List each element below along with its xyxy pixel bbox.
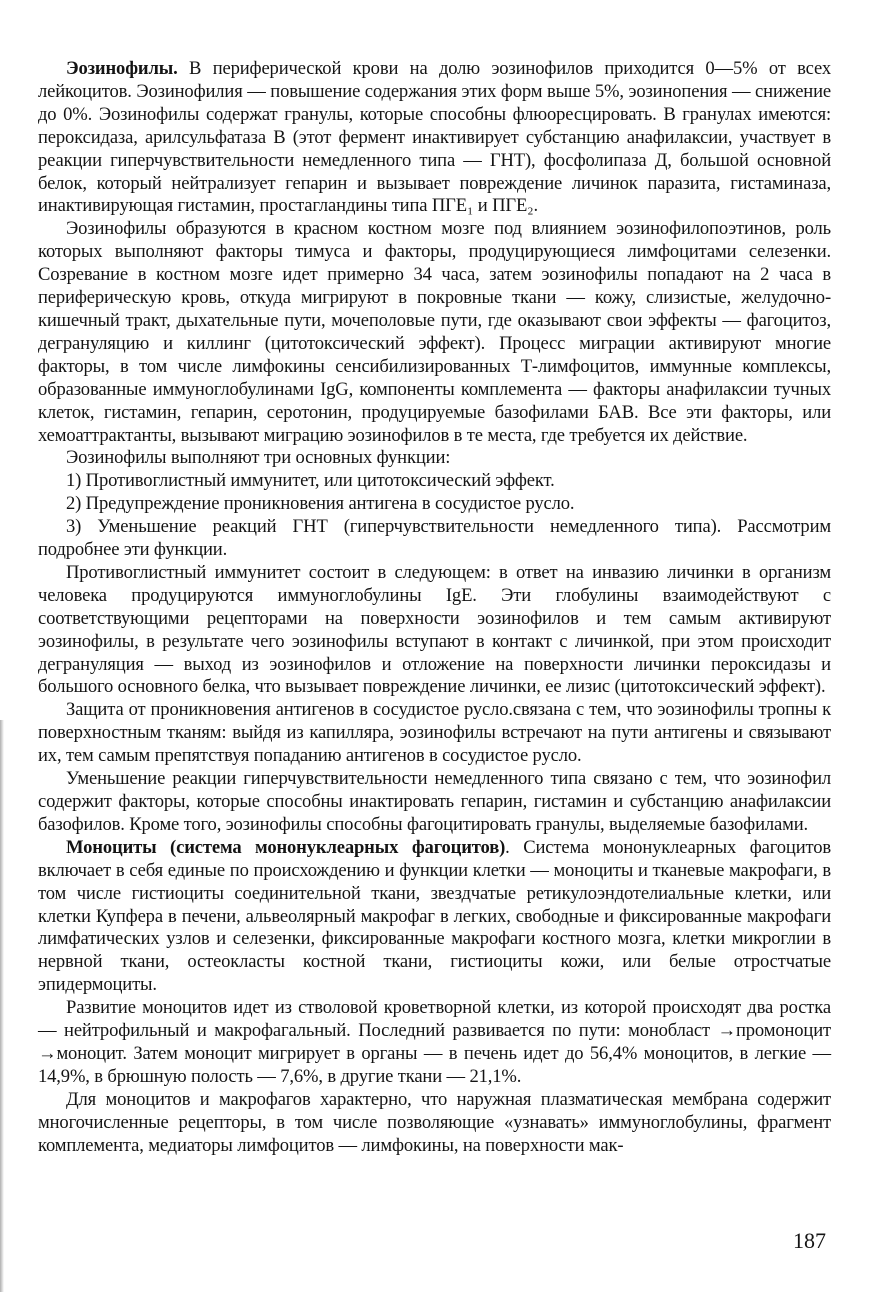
paragraph-text: Развитие моноцитов идет из стволовой кроветворной клетки, из которой происходят два ростка — нейтрофильный и макрофагальный. Последний развивается по пути: монобласт →промоноцит →моноцит. Затем моноцит мигрирует в органы — в печень идет до 56,4% моноцитов, в легкие — 14,9%, в брюшную полость — 7,6%, в другие ткани — 21,1%. [38,997,831,1087]
paragraph-text: Противоглистный иммунитет состоит в следующем: в ответ на инвазию личинки в организм человека продуцируются иммуноглобулины IgE. Эти глобулины взаимодействуют с соответствующими рецепторами на поверхности эозинофилов и тем самым активируют эозинофилы, в результате чего эозинофилы вступают в контакт с личинкой, при этом происходит дегрануляция — выход из эозинофилов и отложение на поверхности личинки пероксидазы и большого основного белка, что вызывает повреждение личинки, ее лизис (цитотоксический эффект). [38,561,831,698]
paragraph-monocytes-intro [38,837,831,997]
paragraph-antihelminth-immunity [38,562,831,699]
heading-monocytes: Моноциты (система мононуклеарных фагоцитов) [66,836,506,858]
paragraph-text: . Система мононуклеарных фагоцитов включает в себя единые по происхождению и функции клетки — моноциты и тканевые макрофаги, в том числе гистиоциты соединительной ткани, звездчатые ретикулоэндотелиальные клетки, или клетки Купфера в печени, альвеолярный макрофаг в легких, свободные и фиксированные макрофаги лимфатических узлов и селезенки, фиксированные макрофаги костного мозга, клетки микроглии в нервной ткани, остеокласты костной ткани, гистиоциты кожи, или белые отростчатые эпидермоциты. [38,836,831,996]
paragraph-text: 3) Уменьшение реакций ГНТ (гиперчувствительности немедленного типа). Рассмотрим подробнее эти функции. [38,516,831,561]
paragraph-text: Уменьшение реакции гиперчувствительности немедленного типа связано с тем, что эозинофил содержит факторы, которые способны инактировать гепарин, гистамин и субстанцию анафилаксии базофилов. Кроме того, эозинофилы способны фагоцитировать гранулы, выделяемые базофилами. [38,768,831,835]
paragraph-text: В периферической крови на долю эозинофилов приходится 0—5% от всех лейкоцитов. Эозинофилия — повышение содержания этих форм выше 5%, эозинопения — снижение до 0%. Эозинофилы содержат гранулы, которые способны флюоресцировать. В гранулах имеются: пероксидаза, арилсульфатаза В (этот фермент инактивирует субстанцию анафилаксии, участвует в реакции гиперчувствительности немедленного типа — ГНТ), фосфолипаза Д, большой основной белок, который нейтрализует гепарин и вызывает повреждение личинок паразита, гистаминаза, инактивирующая гистамин, простагландины типа ПГЕ₁ и ПГЕ₂. [38,58,831,217]
page-number: 187 [793,1228,826,1253]
scan-edge-shadow [0,720,4,1292]
paragraph-text: Защита от проникновения антигенов в сосудистое русло.связана с тем, что эозинофилы тропны к поверхностным тканям: выйдя из капилляра, эозинофилы встречают на пути антигены и связывают их, тем самым препятствуя попаданию антигенов в сосудистое русло. [38,699,831,767]
page-body [38,58,831,1158]
list-item-function-2 [38,493,831,516]
paragraph-text: Эозинофилы выполняют три основных функции: [66,447,451,469]
paragraph-text: 2) Предупреждение проникновения антигена в сосудистое русло. [66,493,575,515]
paragraph-eosinophil-formation [38,218,831,447]
paragraph-antigen-protection [38,699,831,768]
paragraph-text: 1) Противоглистный иммунитет, или цитотоксический эффект. [66,470,555,492]
paragraph-text: Эозинофилы образуются в красном костном мозге под влиянием эозинофилопоэтинов, роль которых выполняют факторы тимуса и факторы, продуцирующиеся лимфоцитами селезенки. Созревание в костном мозге идет примерно 34 часа, затем эозинофилы попадают на 2 часа в периферическую кровь, откуда мигрируют в покровные ткани — кожу, слизистые, желудочно-кишечный тракт, дыхательные пути, мочеполовые пути, где оказывают свои эффекты — фагоцитоз, дегрануляцию и киллинг (цитотоксический эффект). Процесс миграции активируют многие факторы, в том числе лимфокины сенсибилизированных Т-лимфоцитов, иммунные комплексы, образованные иммуноглобулинами IgG, компоненты комплемента — факторы анафилаксии тучных клеток, гистамин, гепарин, серотонин, продуцируемые базофилами БАВ. Все эти факторы, или хемоаттрактанты, вызывают миграцию эозинофилов в те места, где требуется их действие. [38,218,831,446]
list-item-function-3 [38,516,831,562]
paragraph-hypersensitivity-reduction [38,768,831,837]
paragraph-text: Для моноцитов и макрофагов характерно, что наружная плазматическая мембрана содержит многочисленные рецепторы, в том числе позволяющие «узнавать» иммуноглобулины, фрагмент комплемента, медиаторы лимфоцитов — лимфокины, на поверхности мак- [38,1088,831,1156]
heading-eosinophils: Эозинофилы. [66,58,178,79]
paragraph-monocyte-development [38,997,831,1089]
paragraph-eosinophils-intro [38,58,831,218]
list-item-function-1 [38,470,831,493]
paragraph-monocyte-receptors [38,1089,831,1158]
paragraph-three-functions [38,447,831,470]
